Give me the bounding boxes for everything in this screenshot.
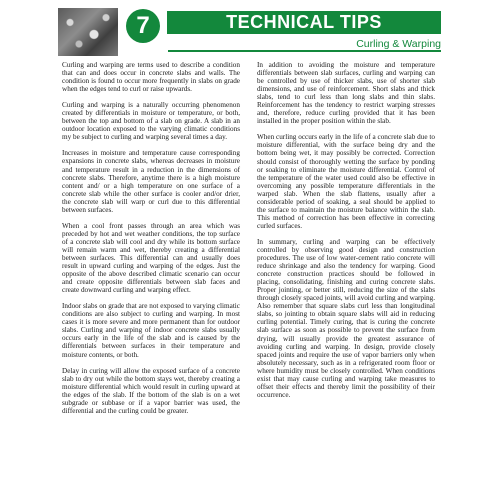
concrete-aggregate-photo bbox=[58, 8, 118, 56]
tip-number-badge: 7 bbox=[126, 9, 160, 43]
paragraph-intro: Curling and warping are terms used to describe a condition that can and does occur in concrete slabs and walls. The condition is found to occur more frequently in slabs on grade when the edges tend to curl or raise upwards. bbox=[62, 61, 240, 94]
right-column bbox=[257, 61, 435, 407]
paragraph-control: In addition to avoiding the moisture and temperature differentials between slab surfaces, curling and warping can be controlled by use of thicker slabs, use of shorter slab dimensions, and use of reinforcement. Short slabs and thick slabs, tend to curl less than long slabs and thin slabs. Reinforcement has the tendency to restrict warping stresses and, therefore, reduce curling provided that it has been installed in the proper position within the slab. bbox=[257, 61, 435, 126]
paragraph-correction: When curling occurs early in the life of a concrete slab due to moisture differential, with the surface being dry and the bottom being wet, it may possibly be corrected. Correction should consist of thoroughly wetting the surface by ponding or soaking to eliminate the moisture differential. Control of the temperature of the water used could also be effective in overcoming any possible temperature differentials in the warped slab. When the slab flattens, usually after a considerable period of soaking, a seal should be applied to the surface to maintain the moisture balance within the slab. This method of correction has been effective in correcting curled surfaces. bbox=[257, 133, 435, 230]
paragraph-cool-front: When a cool front passes through an area which was preceded by hot and wet weather conditions, the top surface of a concrete slab will cool and dry while its bottom surface will remain warm and wet, thereby creating a differential between surfaces. This differential can and usually does result in upward curling and warping of the edges. Just the opposite of the above described climatic scenario can occur and create opposite differentials between slab faces and create downward curling and warping effect. bbox=[62, 221, 240, 295]
page-title: TECHNICAL TIPS bbox=[167, 11, 441, 34]
header-divider bbox=[168, 50, 441, 52]
page-subtitle: Curling & Warping bbox=[356, 38, 441, 50]
paragraph-phenomenon: Curling and warping is a naturally occurring phenomenon created by differentials in moisture or temperature, or both, between the top and bottom of a slab on grade. A slab in an outdoor location exposed to the varying climatic conditions my be subject to curling and warping several times a day. bbox=[62, 101, 240, 142]
paragraph-indoor-slabs: Indoor slabs on grade that are not exposed to varying climatic conditions are also subject to curling and warping. In most cases it is more severe and more permanent than for outdoor slabs. Curling and warping of indoor concrete slabs usually occurs early in the life of the slab and is caused by the differentials between surfaces in their temperature and moisture contents, or both. bbox=[62, 302, 240, 359]
paragraph-curing-delay: Delay in curing will allow the exposed surface of a concrete slab to dry out while the bottom stays wet, thereby creating a moisture differential which would result in curling upward at the edges of the slab. If the bottom of the slab is on a wet subgrade or subbase or if a vapor barrier was used, the differential and the curling could be greater. bbox=[62, 366, 240, 415]
paragraph-expansion: Increases in moisture and temperature cause corresponding expansions in concrete slabs, whereas decreases in moisture and temperature result in a reduction in the dimensions of concrete slabs. Therefore, anytime there is a high moisture content and/ or a high temperature on one surface of a concrete slab while the other surface is cooler and/or drier, the concrete slab will warp or curl due to this differential between surfaces. bbox=[62, 149, 240, 214]
paragraph-summary: In summary, curling and warping can be effectively controlled by observing good design and construction procedures. The use of low water-cement ratio concrete will reduce shrinkage and also the tendency for warping. Good concrete construction practices should be followed in placing, consolidating, finishing and curing concrete slabs. Proper jointing, or better still, reducing the size of the slabs through closely spaced joints, will avoid curling and warping. Also remember that square slabs curl less than longitudinal slabs, so jointing to obtain square slabs will aid in reducing curling potential. Timely curing, that is curing the concrete slab surface as soon as possible to prevent the surface from drying, will usually provide the greatest assurance of avoiding curling and warping. In design, provide closely spaced joints and require the use of vapor barriers only when absolutely necessary, such as in a refrigerated room floor or where humidity must be closely controlled. When conditions exist that may cause curling and warping take measures to offset their effects and thereby limit the possibility of their occurrence. bbox=[257, 237, 435, 399]
left-column bbox=[62, 61, 240, 423]
